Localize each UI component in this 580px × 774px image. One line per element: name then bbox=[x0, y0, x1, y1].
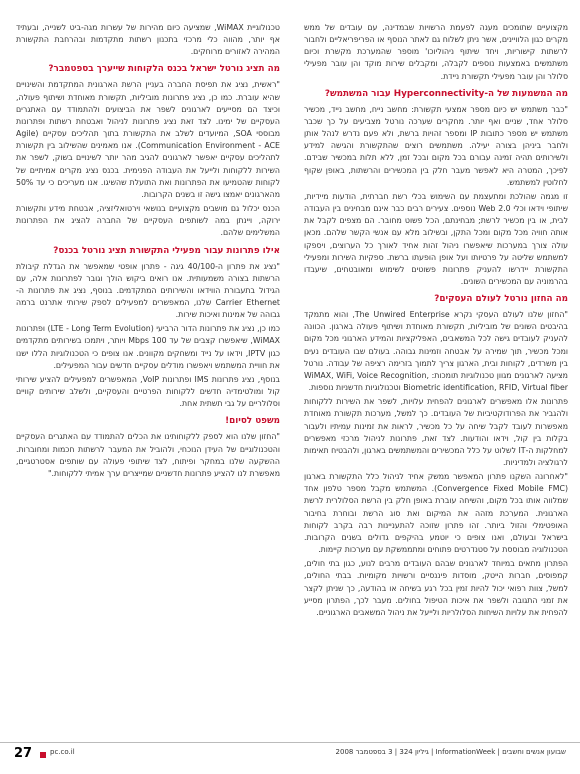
paragraph: "החזון שלנו הוא לספק ללקוחותינו את הכלים להתמודד עם האתגרים העסקיים והטכנולוגיים של העידן הנוכחי, ולהוביל את המעבר לרשתות חכמות ומחוברות. ההשקעה שלנו במחקר ופיתוח, לצד שיתופי פעולה עם שותפים אסטרטגיים, מאפשרת לנו להציע פתרונות חדשניים שמייצרים ערך אמיתי ללקוחות." bbox=[16, 432, 280, 478]
section-body-hyperconnectivity bbox=[304, 104, 568, 288]
paragraph: "החזון שלנו לעולם העסקי נקרא The Unwired Enterprise, והוא מתמקד בהיבטים השונים של מוביליות, תקשורת מאוחדת ושיתוף פעולה בארגון. הכוונה להעניק לעובדים גישה לכל המשאבים, האפליקציות והמידע הארגוני מכל מקום ומכל מכשיר, תוך שמירה על אבטחה וזמינות גבוהה. בעולם שבו העובדים נעים בין משרדים, לקוחות ובית, הארגון צריך לתמוך בזרימה רציפה של עבודה. נורטל מציעה לארגונים מגוון טכנולוגיות תומכות: WiMAX, WiFi, Voice Recognition, Biometric identification, RFID, Virtual fiber וטכנולוגיות חדשניות נוספות. bbox=[304, 310, 568, 393]
paragraph: בנוסף, נציג פתרונות IMS ופתרונות VoIP, המאפשרים למפעילים להציע שירותי קול ומולטימדיה חדשים ללקוחות הפרטיים והעסקיים, ולשלב שירותים קוויים וסלולריים על גבי תשתית אחת. bbox=[16, 374, 280, 409]
section-heading-enterprise-vision: מה החזון נורטל לעולם העסקים? bbox=[434, 294, 568, 305]
paragraph: "כבר משתמש יש כיום מספר אמצעי תקשורת: מחשב נייח, מחשב נייד, מכשיר סלולר אחד, שניים ואף יותר. מחקרים שערכה נורטל מצביעים על כך שכבר משתמש יש מספר כתובות IP ומספר זהויות ברשת, ולא פעם נדרש לנהל אותן ולחבר ביניהן בצורה יעילה. משתמשים רוצים שהתקשורת והגישה למידע ולשירותים תהיה זמינה עבורם בכל מקום ובכל זמן, ללא תלות במכשיר שבידם. לפיכך, המטרה היא לאפשר מעבר חלק בין המכשירים והרשתות, באופן שקוף לחלוטין למשתמש. bbox=[304, 104, 568, 187]
section-body-customer-conference bbox=[16, 79, 280, 239]
section-body-enterprise-vision bbox=[304, 309, 568, 619]
right-intro bbox=[304, 22, 568, 83]
paragraph: מקצועיים שתומכים מענה לפעמת הרשויות שבמדינה, עם עובדים של ממש מקרים כגון הלוויינים, אשר ניתן לשלוח גם לאתר הנוסף או הפריפריאליים ולחבור לרשתות קישוריות, ויחד שיתוף ניהוליוכו' מוספר שהמערכת מקשרת וכיום משתמשים באמצעות נוספים לקבלה, ומקבלים שירות מוקד והן עובר מפעילי סלולר והן עובר מפעילי תקשורת ניידת. bbox=[304, 23, 568, 81]
paragraph: הכנס יכלול גם מושבים מקצועיים בנושאי וירטואליזציה, אבטחת מידע ותקשורת ירוקה, ויינתן במה לשותפים העסקיים של החברה להציג את הפתרונות המשלימים שלהם. bbox=[16, 204, 280, 238]
site-url[interactable]: pc.co.il bbox=[50, 748, 75, 756]
article-column-left bbox=[16, 22, 280, 482]
page-number: 27 bbox=[14, 746, 33, 761]
section-body-closing bbox=[16, 431, 280, 480]
section-body-carrier-solutions bbox=[16, 261, 280, 411]
square-bullet-icon bbox=[40, 752, 46, 758]
section-heading-hyperconnectivity: מה המשמעות של ה-Hyperconnectivity עבור המשתמש? bbox=[324, 88, 568, 99]
paragraph: "ראשית, נציג את תפיסת החברה בעניין הרשת הארגונית המתקדמת והשינויים שהיא עוברת. כמו כן, נציג פתרונות מוביליות, תקשורת מאוחדת ושיתוף פעולה, וכיצד הם מסייעים לארגונים לשפר את הביצועים ולהתמודד עם האתגרים העסקיים של ימינו. לצד זאת נציג פתרונות לניהול ואבטחת רשתות ופתרונות מבוססי SOA, המיועדים לשלב את התקשורת בתוך תהליכים עסקיים (Agile Communication Environment - ACE). אנו מאמינים שהשילוב בין תקשורת לתהליכים עסקיים יאפשר לארגונים להגיב מהר יותר לשינויים בשוק, לשפר את השירות ללקוחות ולייעל את העבודה הפנימית. בכנס נציג מקרים אמיתיים של לקוחות שהטמיעו את הפתרונות ואת התועלת שהשיגו. אנו מעריכים כי עד 50% מהארגונים יאמצו גישה זו בשנים הקרובות. bbox=[16, 80, 280, 199]
section-heading-carrier-solutions: אילו פתרונות עבור מפעילי התקשורת תציג נורטל בכנס? bbox=[53, 245, 280, 256]
section-heading-closing: משפט לסיום! bbox=[225, 416, 280, 427]
paragraph: "נציג את פתרון ה-40/100 גיגה - פתרון אופטי שמאפשר את הגדלת קיבולת הרשתות בצורה משמעותית. אנו רואים ביקוש הולך וגובר לפתרונות אלה, עם הגידול בתעבורת הווידאו והשירותים המתקדמים. בנוסף, נציג את פתרונות ה-Carrier Ethernet שלנו, המאפשרים למפעילים לספק שירותי אתרנט ברמה גבוהה של אמינות ואיכות שירות. bbox=[16, 261, 280, 320]
paragraph: זו מגמה שהולכת ומתעצמת עם השימוש בכלי רשת חברתית, הודעות מיידיות, שיתופי וידאו וכלי Web 2.0 נוספים. צעירים רבים כבר אינם מבחינים בין העבודה לבית, או בין מכשיר לרשת; מבחינתם, הכל פשוט מחובר. הם מצפים לקבל את אותה חוויה מכל מקום ומכל התקן, ובשילוב מלא עם אנשי הקשר שלהם. מכאן עולה צורך במערכות שיאפשרו ניהול זהות אחיד לאורך כל הערוצים, ויספקו למשתמש שליטה על פרטיותו ועל אופן הופעתו ברשת. ספקיות השירות ומפעילי התקשורת יידרשו להעניק פתרונות פשוטים לשימוש ומאובטחים, שיעבדו בהרמוניה עם המכשירים השונים. bbox=[304, 191, 568, 286]
section-heading-customer-conference: מה תציג נורטל ישראל בכנס הלקוחות שייערך בספטמבר? bbox=[48, 64, 280, 75]
left-intro-paragraph: טכנולוגיית WiMAX, שמציעה כיום מהירות של עשרות מגה-ביט לשנייה, ובעתיד אף יותר, מהווה כלי מרכזי בתכנון רשתות מתקדמות ובהרחבת התקשורת המהירה לאזורים מרוחקים. bbox=[16, 23, 280, 57]
page-footer bbox=[0, 742, 580, 763]
paragraph: כמו כן, נציג את פתרונות הדור הרביעי (LTE - Long Term Evolution) ופתרונות WiMAX, שיאפשרו קצבים של עד 100 Mbps ויותר, ויתמכו בשירותים מתקדמים כגון IPTV, וידאו על נייד ומשחקים מקוונים. אנו צופים כי הטכנולוגיות הללו ישנו את חוויית המשתמש ויאפשרו מודלים עסקיים חדשים עבור המפעילים. bbox=[16, 324, 280, 370]
paragraph: "לאחרונה השקנו פתרון המאפשר ממשק אחיד לניהול כלל התקשורת בארגון (Convergence Fixed Mobile FMC). המשתמש מקבל מספר טלפון אחד שמלווה אותו בכל מקום, והשיחה עוברת באופן חלק בין הרשת הסלולרית לרשת הארגונית. המערכת מזהה את המיקום ואת סוג הרשת ובוחרת בחיבור האופטימלי והזול ביותר. זהו פתרון שזוכה להתעניינות רבה בקרב לקוחות בישראל ובעולם, ואנו צופים כי יוטמע בהיקפים גדולים בשנים הקרובות. הטכנולוגיה מבוססת על סטנדרטים פתוחים ומתממשקת עם מערכות קיימות. bbox=[304, 472, 568, 555]
paragraph: הפתרון מתאים במיוחד לארגונים שבהם העובדים מרבים לנוע, כגון בתי חולים, קמפוסים, חברות הייטק, מוסדות פיננסיים ורשויות מקומיות. בבתי החולים, למשל, צוות רפואי יכול להיות זמין בכל רגע בשיחה או בהודעה, כך שניתן לקצר את זמני התגובה ולשפר את איכות הטיפול בחולים. מעבר לכך, הפתרון מסייע להפחית את עלויות השיחות הסלולריות ולייעל את ניהול המשאבים הארגוניים. bbox=[304, 559, 568, 617]
issue-info: שבועון אנשים וחשבים | InformationWeek | גיליון 324 | 3 בספטמבר 2008 bbox=[335, 748, 566, 756]
paragraph: פתרונות אלו מאפשרים לארגונים להפחית עלויות, לשפר את השירות ללקוחות ולהגביר את הפרודוקטיביות של העובדים. כך למשל, מערכות תקשורת מאוחדת מאפשרות לעובד לקבל שיחה על כל מכשיר, לראות את זמינות עמיתיו ולעבור בקלות בין קול, וידאו והודעות. לצד זאת, פתרונות לניהול מרכזי מאפשרים למחלקות ה-IT לשלוט על כלל המכשירים והמשתמשים בארגון, ולהבטיח תאימות לרגולציה ולמדיניות. bbox=[304, 397, 568, 467]
article-column-right bbox=[304, 22, 568, 621]
